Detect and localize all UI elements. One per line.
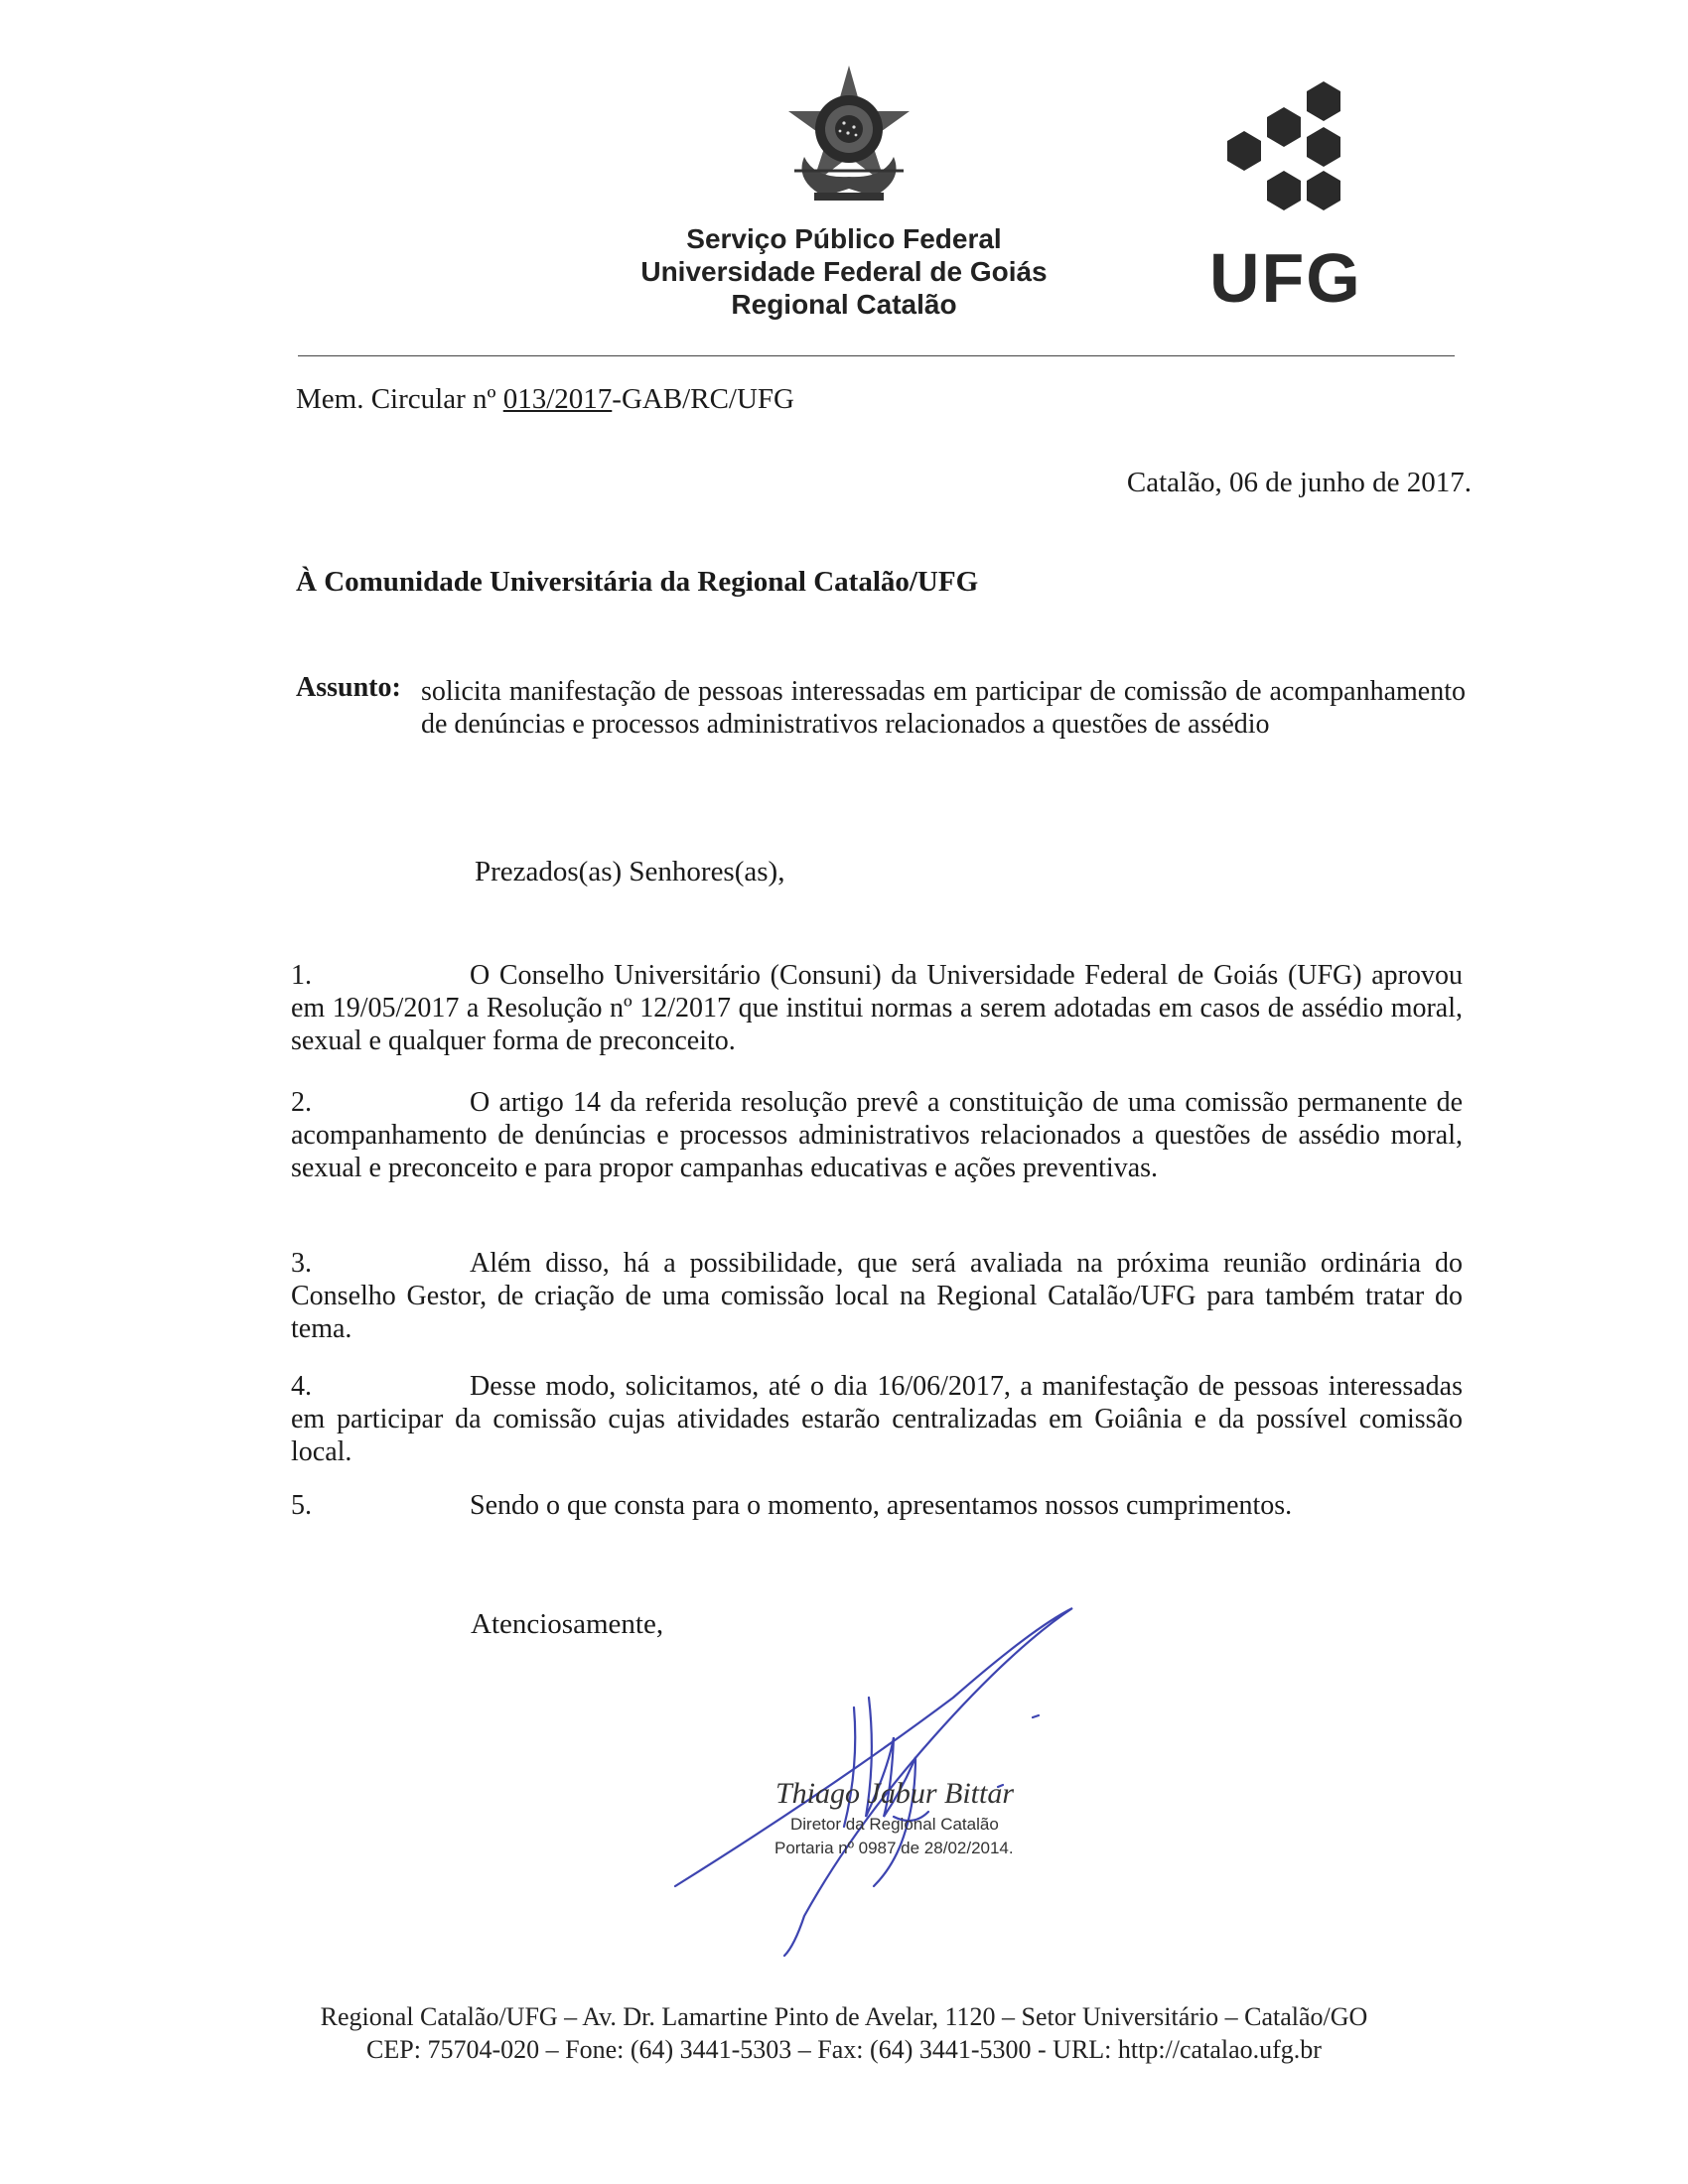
- subject-label: Assunto:: [296, 672, 401, 703]
- closing: Atenciosamente,: [471, 1608, 664, 1640]
- memo-number: [296, 383, 794, 416]
- paragraph-number: 5.: [291, 1490, 312, 1521]
- footer-address: Regional Catalão/UFG – Av. Dr. Lamartine Pinto de Avelar, 1120 – Setor Universitário – Catalão/GO: [320, 2002, 1368, 2031]
- brazil-coat-of-arms-icon: [774, 62, 923, 210]
- header-line-1: Serviço Público Federal: [686, 223, 1002, 254]
- paragraph-text: O artigo 14 da referida resolução prevê a constituição de uma comissão permanente de acompanhamento de denúncias e processos administrativos relacionados a questões de assédio moral, sexual e preconceito e para propor campanhas educativas e ações preventivas.: [291, 1087, 1463, 1183]
- paragraph-1: [291, 959, 1463, 1057]
- paragraph-text: O Conselho Universitário (Consuni) da Universidade Federal de Goiás (UFG) aprovou em 19/05/2017 a Resolução nº 12/2017 que institui normas a serem adotadas em casos de assédio moral, sexual e qualquer forma de preconceito.: [291, 960, 1463, 1056]
- paragraph-text: Além disso, há a possibilidade, que será avaliada na próxima reunião ordinária do Conselho Gestor, de criação de uma comissão local na Regional Catalão/UFG para também tratar do tema.: [291, 1248, 1463, 1344]
- signatory-portaria: Portaria nº 0987 de 28/02/2014.: [774, 1839, 1014, 1857]
- greeting: Prezados(as) Senhores(as),: [475, 856, 785, 887]
- paragraph-number: 3.: [291, 1248, 312, 1279]
- ufg-logo-text: UFG: [1209, 239, 1362, 317]
- header-line-2: Universidade Federal de Goiás: [640, 256, 1048, 287]
- signatory-name: Thiago Jabur Bittar: [775, 1777, 1015, 1810]
- paragraph-text: Sendo o que consta para o momento, apresentamos nossos cumprimentos.: [470, 1490, 1293, 1521]
- subject-label-text: Assunto: [296, 672, 392, 703]
- recipient: À Comunidade Universitária da Regional Catalão/UFG: [296, 566, 979, 598]
- paragraph-4: [291, 1370, 1463, 1468]
- paragraph-number: 2.: [291, 1087, 312, 1118]
- header-divider: [298, 355, 1455, 356]
- memo-suffix: -GAB/RC/UFG: [612, 383, 794, 415]
- letter-date: Catalão, 06 de junho de 2017.: [1126, 467, 1472, 498]
- memo-prefix: Mem. Circular nº: [296, 383, 503, 415]
- ufg-logo-icon: [1209, 79, 1368, 228]
- paragraph-number: 1.: [291, 960, 312, 991]
- paragraph-text: Desse modo, solicitamos, até o dia 16/06/2017, a manifestação de pessoas interessadas em participar da comissão cujas atividades estarão centralizadas em Goiânia e da possível comissão local.: [291, 1371, 1463, 1467]
- institution-header: [576, 222, 1112, 321]
- paragraph-3: [291, 1247, 1463, 1345]
- signatory-role: Diretor da Regional Catalão: [790, 1815, 999, 1834]
- paragraph-2: [291, 1086, 1463, 1184]
- paragraph-number: 4.: [291, 1371, 312, 1402]
- paragraph-5: [291, 1489, 1463, 1522]
- memo-number-value: 013/2017: [502, 383, 613, 415]
- footer-contacts: CEP: 75704-020 – Fone: (64) 3441-5303 – Fax: (64) 3441-5300 - URL: http://catalao.ufg.br: [366, 2035, 1322, 2064]
- subject-text: solicita manifestação de pessoas interessadas em participar de comissão de acompanhamento de denúncias e processos administrativos relacionados a questões de assédio: [421, 676, 1466, 740]
- header-line-3: Regional Catalão: [731, 289, 957, 320]
